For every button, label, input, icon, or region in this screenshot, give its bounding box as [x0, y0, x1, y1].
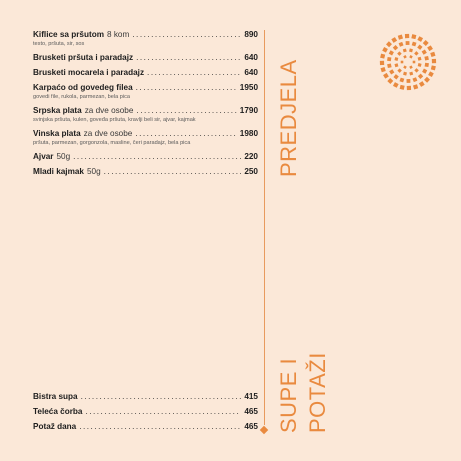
item-description: svinjska pršuta, kulen, goveđa pršuta, kravlji beli sir, ajvar, kajmak: [33, 117, 196, 123]
logo-dot: [393, 82, 399, 88]
item-name: Karpaćo od govedeg filea: [33, 83, 133, 92]
logo-dot: [400, 85, 405, 90]
item-price: 415: [244, 392, 258, 401]
section-title-supe-line1: SUPE I: [276, 357, 301, 433]
logo-dot: [397, 68, 402, 73]
logo-dot: [407, 86, 411, 90]
item-price: 640: [244, 53, 258, 62]
item-note: za dve osobe: [83, 129, 133, 138]
item-name: Srpska plata: [33, 106, 82, 115]
menu-item: [33, 167, 258, 177]
item-name: Kiflice sa pršutom: [33, 30, 104, 39]
menu-item: [33, 422, 258, 432]
logo-dot: [393, 45, 398, 50]
logo-dot: [418, 74, 423, 79]
dot-leader: [81, 392, 242, 402]
logo-dot: [413, 61, 416, 64]
logo-dot: [403, 72, 407, 76]
diamond-marker: [260, 426, 268, 434]
dot-leader: [104, 167, 242, 177]
logo-dot: [430, 52, 435, 57]
menu-item: [33, 129, 258, 147]
menu-item: [33, 152, 258, 162]
menu-item: [33, 83, 258, 101]
logo-dot: [419, 81, 425, 87]
item-price: 220: [244, 152, 258, 161]
item-note: 50g: [86, 167, 101, 176]
item-name: Ajvar: [33, 152, 54, 161]
item-price: 465: [244, 422, 258, 431]
logo-dot: [387, 78, 393, 84]
item-price: 1980: [239, 129, 258, 138]
item-price: 1790: [239, 106, 258, 115]
logo-dot: [412, 77, 417, 82]
logo-dot: [387, 64, 391, 68]
vertical-divider: [264, 30, 265, 425]
logo-dot: [400, 78, 405, 83]
item-price: 465: [244, 407, 258, 416]
logo-dot: [387, 57, 391, 61]
logo-dot: [407, 79, 411, 83]
dot-leader: [136, 83, 237, 93]
logo-dot: [409, 55, 413, 59]
logo-dot: [417, 44, 422, 49]
dot-leader: [136, 106, 236, 116]
logo-dot: [422, 49, 427, 54]
item-name: Bistra supa: [33, 392, 78, 401]
menu-item: [33, 30, 258, 48]
logo-dot: [394, 63, 398, 67]
logo-dot: [424, 77, 430, 83]
item-description: testo, pršuta, sir, sos: [33, 41, 85, 47]
dot-leader: [147, 68, 241, 78]
item-description: govedi file, rukola, parmezan, bela pica: [33, 94, 131, 100]
logo-dot: [389, 50, 394, 55]
item-description: pršuta, parmezan, gorgonzola, masline, čeri paradajz, bela pica: [33, 140, 191, 146]
item-name: Vinska plata: [33, 129, 81, 138]
item-price: 1950: [239, 83, 258, 92]
item-note: 50g: [56, 152, 71, 161]
logo-dot: [391, 37, 397, 43]
logo-dot: [403, 48, 407, 52]
item-price: 640: [244, 68, 258, 77]
menu-item: [33, 106, 258, 124]
item-name: Brusketi pršuta i paradajz: [33, 53, 134, 62]
item-price: 250: [244, 167, 258, 176]
menu-item: [33, 407, 258, 417]
menu-item: [33, 392, 258, 402]
logo-dot: [431, 65, 436, 70]
logo-dot: [389, 69, 394, 74]
dot-leader: [136, 53, 241, 63]
menu-item: [33, 68, 258, 78]
logo-dot: [383, 73, 389, 79]
item-price: 890: [244, 30, 258, 39]
supe-section: [33, 392, 258, 437]
dot-leader: [79, 422, 241, 432]
item-name: Teleća čorba: [33, 407, 83, 416]
logo-dot: [409, 72, 413, 76]
logo-dot: [409, 48, 413, 52]
logo-dot: [382, 47, 388, 53]
logo-dot: [406, 41, 410, 45]
logo-dot: [422, 69, 427, 74]
item-name: Mladi kajmak: [33, 167, 84, 176]
logo-dot: [417, 36, 423, 42]
logo-dot: [414, 68, 419, 73]
dot-leader: [132, 30, 241, 40]
logo-dot: [424, 56, 428, 60]
logo-dot: [403, 65, 407, 69]
dot-leader: [135, 129, 236, 139]
logo-dot: [381, 67, 386, 72]
section-title-supe-line2: POTAŽI: [305, 352, 330, 433]
logo-dot: [386, 41, 392, 47]
dotted-circle-logo-icon: [378, 32, 438, 92]
logo-dot: [398, 35, 403, 40]
logo-dot: [427, 45, 433, 51]
logo-dot: [418, 63, 422, 67]
logo-dot: [401, 61, 404, 64]
logo-dot: [414, 51, 419, 56]
predjela-section: [33, 30, 258, 182]
dot-leader: [85, 407, 241, 417]
item-note: 8 kom: [106, 30, 130, 39]
item-note: za dve osobe: [84, 106, 134, 115]
logo-dot: [418, 57, 422, 61]
logo-dot: [425, 63, 429, 67]
logo-dot: [423, 40, 429, 46]
logo-dot: [403, 55, 407, 59]
logo-dot: [380, 61, 384, 65]
logo-dot: [409, 65, 413, 69]
logo-dot: [432, 59, 436, 63]
logo-dot: [399, 42, 404, 47]
logo-dot: [397, 51, 402, 56]
menu-item: [33, 53, 258, 63]
logo-dot: [413, 84, 418, 89]
logo-dot: [405, 34, 409, 38]
item-name: Brusketi mocarela i paradajz: [33, 68, 145, 77]
dot-leader: [73, 152, 241, 162]
logo-dot: [428, 71, 434, 77]
logo-dot: [411, 34, 416, 39]
logo-dot: [380, 54, 385, 59]
logo-dot: [394, 57, 398, 61]
item-name: Potaž dana: [33, 422, 77, 431]
section-title-predjela: PREDJELA: [276, 59, 301, 177]
logo-dot: [393, 74, 398, 79]
logo-dot: [412, 42, 417, 47]
